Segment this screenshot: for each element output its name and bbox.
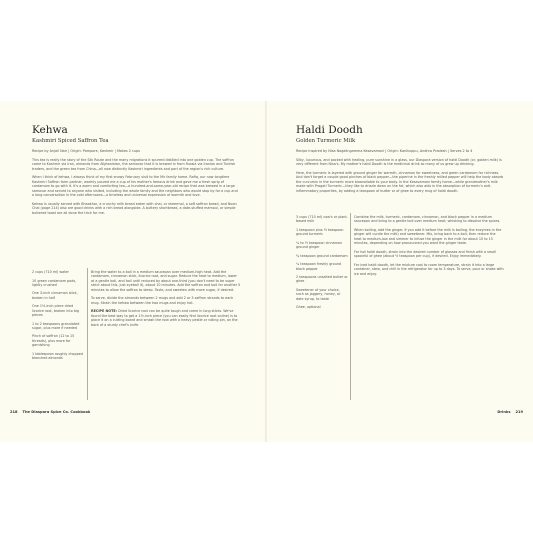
ingredient-item: One 3-inch cinnamon stick, broken in half <box>32 291 78 300</box>
recipe-title-haldi-doodh: Haldi Doodh <box>296 124 363 136</box>
section-name: Drinks <box>497 410 511 414</box>
ingredient-item: 3 cups (710 ml) cow's or plant-based milk <box>296 215 348 224</box>
ingredient-item: 1 tablespoon roughly chopped blanched almonds <box>32 351 83 360</box>
ingredient-item: 1 to 2 teaspoons granulated sugar, plus more if needed <box>32 321 80 330</box>
ingredients-list-kehwa <box>32 270 84 364</box>
page-number: 218 <box>10 410 18 414</box>
intro-paragraph: Here, the turmeric is layered with ground ginger for warmth, cinnamon for sweetness, and green cardamom for richness. And don't forget a couple good pinches of black pepper—the piperine in the freshly milled pepper will help the body absorb the curcumin in the turmeric more bioavailable to your body. In the Kesavamani family home—while grandmother's milk made with Pragati Turmeric—they like to drizzle down on the fat, which also aids in the absorption of turmeric's anti-inflammatory properties, by adding a teaspoon of butter or of ghee to every mug of haldi doodh. <box>296 170 504 193</box>
folio-right <box>497 410 523 414</box>
ingredients-list-haldi-doodh <box>296 215 348 314</box>
column-divider <box>87 268 88 400</box>
recipe-credit-kehwa: Recipe by Anjali Nair | Origin: Pampore, Kashmir | Makes 2 cups <box>32 149 140 153</box>
recipe-note <box>91 309 241 327</box>
recipe-subtitle-kehwa: Kashmiri Spiced Saffron Tea <box>32 137 109 144</box>
ingredient-item: 1 teaspoon plus ½ teaspoon ground turmeric <box>296 227 344 237</box>
method-step: To serve, divide the almonds between 2 mugs and add 2 or 3 saffron strands to each mug. Strain the kehwa between the two mugs and enjoy hot. <box>91 296 234 305</box>
intro-text-kehwa <box>32 158 240 219</box>
folio-left <box>10 410 90 414</box>
book-title: The Diaspora Spice Co. Cookbook <box>22 410 91 414</box>
method-step: For iced haldi doodh, let the mixture cool to room temperature, strain it into a large container, stew, and chill in the refrigerator for up to 3 days. To serve, pour or shake with ice and enjoy. <box>354 262 504 276</box>
ingredient-item: 10 green cardamom pods, lightly crushed <box>32 278 77 287</box>
method-step: When boiling, add the ginger. If you add it before the milk is boiling, the enzymes in the ginger will curdle the milk) and sweetener. Mix, bring back to a boil, then reduce the heat to medium-low and simmer to infuse the ginger in the milk for about 10 to 15 minutes, depending on how pronounced you want the ginger taste. <box>354 227 502 246</box>
recipe-note-text: Dried licorice root can be quite tough and come in long sticks. We've found the best way to get a 1½-inch piece (you can easily find licorice root online) is to place it on a cutting board and smash the root with a heavy pestle or rolling pin, on the back of a sturdy chef's knife. <box>91 309 238 327</box>
book-gutter <box>265 101 267 442</box>
recipe-subtitle-haldi-doodh: Golden Turmeric Milk <box>296 137 356 144</box>
intro-text-haldi-doodh <box>296 158 504 197</box>
ingredient-item: 2 teaspoons unsalted butter or ghee <box>296 275 348 284</box>
ingredient-item: One 1½-inch piece dried licorice root, broken into big pieces <box>32 304 80 317</box>
ingredient-item: ¾ teaspoon ground cardamom <box>296 253 348 258</box>
ingredient-item: ¼ to ½ teaspoon cinnamon ground ginger <box>296 240 343 250</box>
ingredient-item: 2 cups (710 ml) water <box>32 270 69 274</box>
intro-paragraph: Silky, luxurious, and packed with healing, pure sunshine in a glass, our Diaspora version of haldi Doodh (or, golden milk) is very different from Nisa's. My mother's haldi Doodh is the medicinal drink so many of us grew up drinking. <box>296 158 502 167</box>
intro-paragraph: When I think of kehwa, I always think of my first snowy February visit to the Mir family home. Rafiq, our now longtime Kashmiri Saffron farm partner, warmly poured me a cup of his mother's famous drink and gave me a fresh sprig of cardamom to go with it. It's a warm and comforting tea—a hundred-and-some-year-old recipe that was brewed in a large samovar and served to anyone who visited, including the whole family and the neighbors who would stop by for a cup and a long conversation in the cold afternoons—a timeless and universal expression of warmth and love. <box>32 175 238 198</box>
intro-paragraph: Kehwa is usually served with Bhaakhar, a crunchy milk bread eaten with chai, or sheermal, a soft saffron bread, and Noon Chai (page 214) also are good drinks with a rich bread alongside. A buttery shortbread, a date-stuffed mamoul, or simple buttered toast are all done the trick for me. <box>32 201 237 215</box>
method-step: Combine the milk, turmeric, cardamom, cinnamon, and black pepper in a medium saucepan and bring to a gentle boil over medium heat, whisking to dissolve the spices. <box>354 215 501 224</box>
intro-paragraph: This tea is really the story of the Silk Route and the many migrations it spurred distilled into one golden cup. The saffron came to Kashmir via Iran, almonds from Afghanistan, the samovar that it is brewed in from Russia via Iranian and Turkish traders, and the green tea from China—all now distinctly Kashmiri ingredients and part of the region's rich culture. <box>32 158 236 171</box>
column-divider <box>350 213 351 400</box>
page-number: 219 <box>515 410 523 414</box>
ingredient-item: Ghee, optional <box>296 305 321 310</box>
ingredient-item: Pinch of saffron (12 to 15 threads), plus more for garnishing <box>32 334 75 348</box>
recipe-credit-haldi-doodh: Recipe inspired by Nisa Nagalingamma Kesavamani | Origin: Kanikuppu, Andhra Pradesh | Serves 2 to 4 <box>296 149 473 153</box>
method-step: Bring the water to a boil in a medium saucepan over medium-high heat. Add the cardamom, cinnamon stick, licorice root, and sugar. Reduce the heat to medium, lower at a gentle boil, and boil until reduced by about one-third (you don't need to be super strict about this, just eyeball it), about 10 minutes. Add the saffron and boil for another 5 minutes to allow the saffron to steep. Taste, and sweeten with more sugar, if desired. <box>91 270 241 292</box>
ingredient-item: Sweetener of your choice, such as jaggery, honey, or date syrup, to taste <box>296 287 341 301</box>
method-steps-kehwa <box>91 270 241 331</box>
method-steps-haldi-doodh <box>354 215 504 280</box>
recipe-note-label: RECIPE NOTE: <box>91 309 117 314</box>
method-step: For hot haldi doodh, strain into the desired number of glasses and finish with a small spoonful of ghee (about ½ teaspoon per cup), if desired. Enjoy immediately. <box>354 249 497 259</box>
recipe-title-kehwa: Kehwa <box>32 124 68 136</box>
ingredient-item: ¼ teaspoon freshly ground black pepper <box>296 262 342 271</box>
